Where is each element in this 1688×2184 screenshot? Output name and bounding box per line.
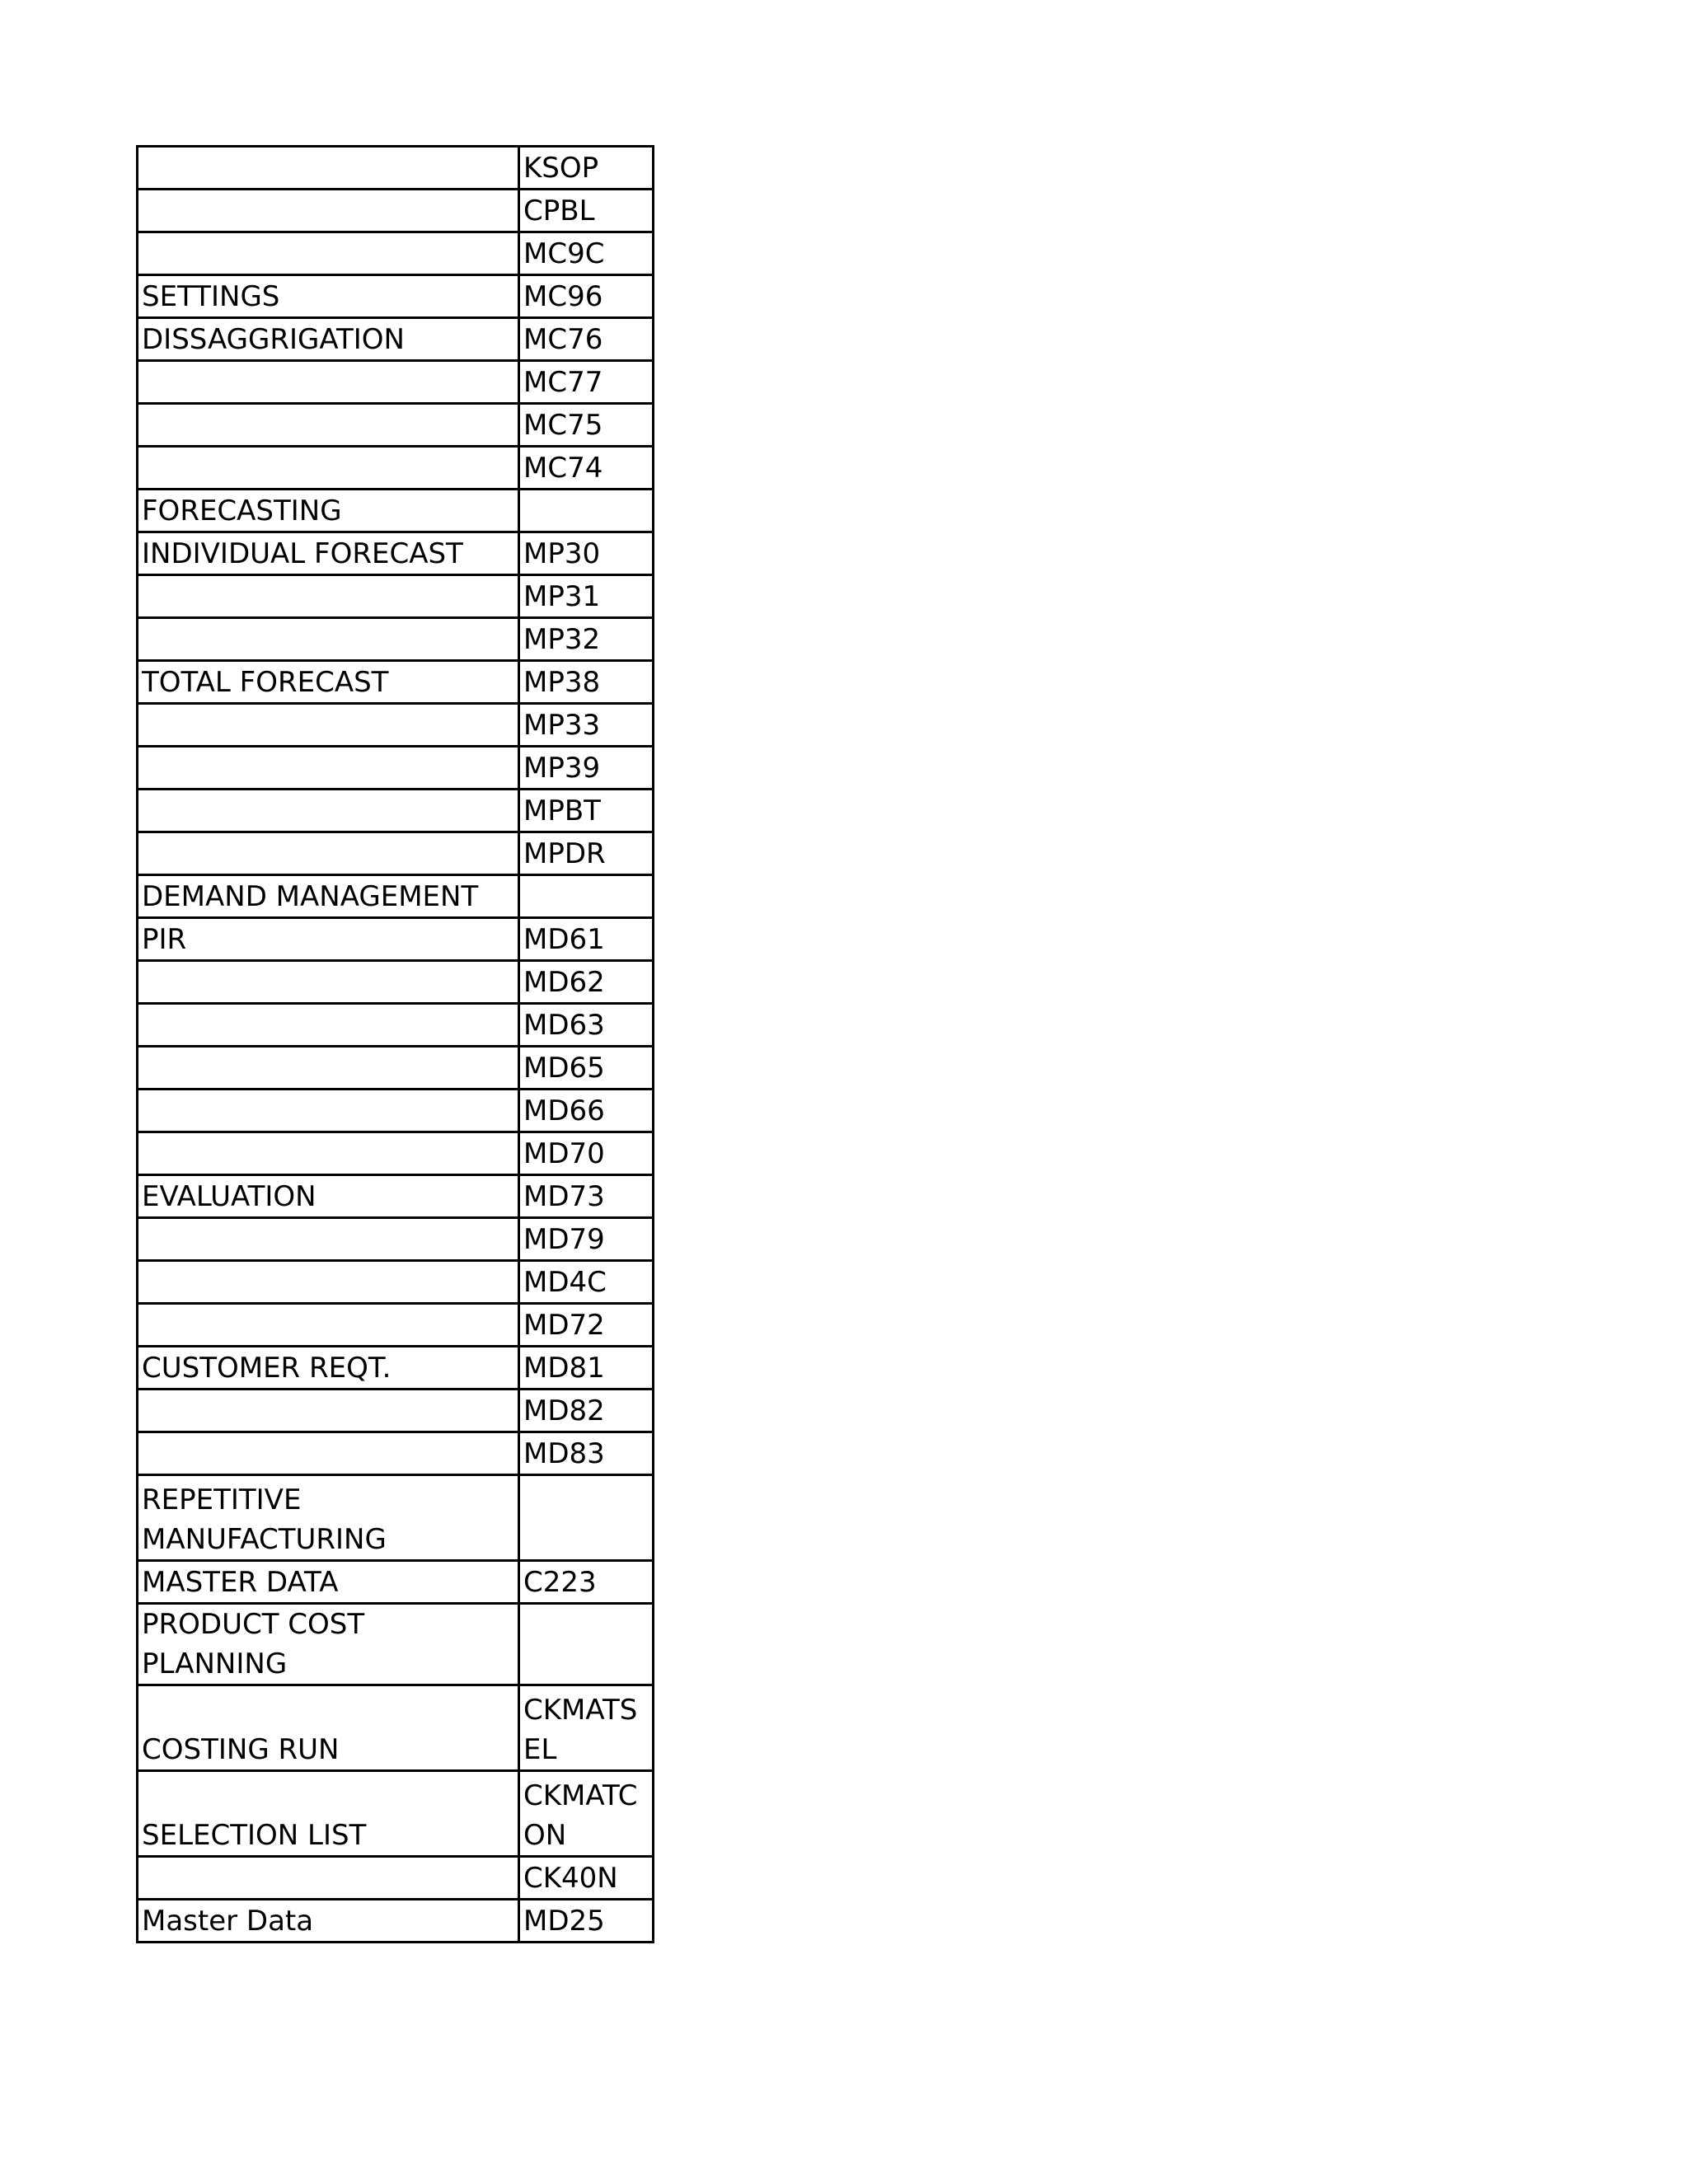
section-label-cell xyxy=(138,1132,519,1175)
table-row xyxy=(138,1175,654,1218)
transaction-code-cell xyxy=(519,1604,654,1685)
section-label-cell: MASTER DATA xyxy=(138,1561,519,1604)
table-row xyxy=(138,1900,654,1943)
section-label-cell xyxy=(138,1432,519,1475)
table-row xyxy=(138,447,654,490)
table-row xyxy=(138,1475,654,1561)
table-row xyxy=(138,1090,654,1132)
transaction-code-cell: MC75 xyxy=(519,404,654,447)
transaction-code-cell: MD83 xyxy=(519,1432,654,1475)
transaction-code-cell xyxy=(519,875,654,918)
table-row xyxy=(138,875,654,918)
transaction-code-cell xyxy=(519,1475,654,1561)
section-label-cell: CUSTOMER REQT. xyxy=(138,1347,519,1390)
section-label-cell xyxy=(138,1390,519,1432)
table-row xyxy=(138,1132,654,1175)
transaction-code-cell: MD4C xyxy=(519,1261,654,1304)
table-row xyxy=(138,1218,654,1261)
section-label-cell xyxy=(138,190,519,232)
transaction-code-cell: C223 xyxy=(519,1561,654,1604)
transaction-code-cell: MD62 xyxy=(519,961,654,1004)
section-label-cell xyxy=(138,832,519,875)
transaction-code-cell: MD25 xyxy=(519,1900,654,1943)
section-label-cell: REPETITIVE MANUFACTURING xyxy=(138,1475,519,1561)
table-row xyxy=(138,1047,654,1090)
transaction-code-cell: MD63 xyxy=(519,1004,654,1047)
transaction-code-cell: MPBT xyxy=(519,790,654,832)
section-label-cell xyxy=(138,447,519,490)
section-label-cell xyxy=(138,232,519,275)
section-label-cell xyxy=(138,790,519,832)
transaction-code-cell: MP31 xyxy=(519,575,654,618)
table-row xyxy=(138,190,654,232)
table-row xyxy=(138,747,654,790)
table-row xyxy=(138,1004,654,1047)
table-row xyxy=(138,1261,654,1304)
section-label-cell: TOTAL FORECAST xyxy=(138,661,519,704)
table-row xyxy=(138,1561,654,1604)
section-label-cell: Master Data xyxy=(138,1900,519,1943)
transaction-code-cell: MD79 xyxy=(519,1218,654,1261)
table-row xyxy=(138,832,654,875)
section-label-cell xyxy=(138,618,519,661)
section-label-cell xyxy=(138,404,519,447)
transaction-code-cell: MD81 xyxy=(519,1347,654,1390)
table-row xyxy=(138,1390,654,1432)
transaction-code-cell: MD73 xyxy=(519,1175,654,1218)
table-row xyxy=(138,1771,654,1857)
section-label-cell: DEMAND MANAGEMENT xyxy=(138,875,519,918)
table-row xyxy=(138,1857,654,1900)
transaction-code-cell: MC74 xyxy=(519,447,654,490)
transaction-code-cell: MD72 xyxy=(519,1304,654,1347)
table-row xyxy=(138,661,654,704)
table-row xyxy=(138,961,654,1004)
transaction-code-cell: CK40N xyxy=(519,1857,654,1900)
transaction-code-cell: MC96 xyxy=(519,275,654,318)
transaction-code-cell: MD61 xyxy=(519,918,654,961)
section-label-cell xyxy=(138,1857,519,1900)
section-label-cell xyxy=(138,1261,519,1304)
section-label-cell xyxy=(138,1090,519,1132)
table-row xyxy=(138,1347,654,1390)
section-label-cell: EVALUATION xyxy=(138,1175,519,1218)
table-row xyxy=(138,704,654,747)
section-label-cell: FORECASTING xyxy=(138,490,519,532)
table-row xyxy=(138,275,654,318)
section-label-cell xyxy=(138,361,519,404)
transaction-code-table xyxy=(136,145,654,1943)
transaction-code-cell: MP32 xyxy=(519,618,654,661)
transaction-code-cell: MD82 xyxy=(519,1390,654,1432)
transaction-code-cell: MC76 xyxy=(519,318,654,361)
table-row xyxy=(138,1432,654,1475)
transaction-code-cell: CKMATCON xyxy=(519,1771,654,1857)
transaction-code-cell: MD70 xyxy=(519,1132,654,1175)
section-label-cell: INDIVIDUAL FORECAST xyxy=(138,532,519,575)
table-row xyxy=(138,790,654,832)
table-row xyxy=(138,618,654,661)
section-label-cell xyxy=(138,961,519,1004)
transaction-code-cell: MP33 xyxy=(519,704,654,747)
section-label-cell xyxy=(138,147,519,190)
transaction-code-cell: MP39 xyxy=(519,747,654,790)
section-label-cell xyxy=(138,1218,519,1261)
transaction-code-cell: MD66 xyxy=(519,1090,654,1132)
table-row xyxy=(138,404,654,447)
section-label-cell: PRODUCT COST PLANNING xyxy=(138,1604,519,1685)
transaction-code-cell: KSOP xyxy=(519,147,654,190)
section-label-cell: DISSAGGRIGATION xyxy=(138,318,519,361)
transaction-code-cell: CKMATSEL xyxy=(519,1685,654,1771)
section-label-cell xyxy=(138,747,519,790)
section-label-cell xyxy=(138,575,519,618)
transaction-code-cell: MC77 xyxy=(519,361,654,404)
transaction-code-cell: CPBL xyxy=(519,190,654,232)
transaction-code-cell: MD65 xyxy=(519,1047,654,1090)
table-row xyxy=(138,232,654,275)
section-label-cell: SETTINGS xyxy=(138,275,519,318)
table-row xyxy=(138,1685,654,1771)
table-row xyxy=(138,1604,654,1685)
section-label-cell: PIR xyxy=(138,918,519,961)
table-row xyxy=(138,532,654,575)
table-row xyxy=(138,318,654,361)
table-row xyxy=(138,1304,654,1347)
section-label-cell xyxy=(138,704,519,747)
table-row xyxy=(138,147,654,190)
transaction-code-cell: MP30 xyxy=(519,532,654,575)
table-row xyxy=(138,575,654,618)
section-label-cell xyxy=(138,1004,519,1047)
table-row xyxy=(138,361,654,404)
transaction-code-cell: MC9C xyxy=(519,232,654,275)
section-label-cell xyxy=(138,1304,519,1347)
section-label-cell: COSTING RUN xyxy=(138,1685,519,1771)
table-row xyxy=(138,490,654,532)
section-label-cell: SELECTION LIST xyxy=(138,1771,519,1857)
table-row xyxy=(138,918,654,961)
section-label-cell xyxy=(138,1047,519,1090)
transaction-code-cell: MP38 xyxy=(519,661,654,704)
transaction-code-cell: MPDR xyxy=(519,832,654,875)
table-body xyxy=(138,147,654,1943)
transaction-code-cell xyxy=(519,490,654,532)
